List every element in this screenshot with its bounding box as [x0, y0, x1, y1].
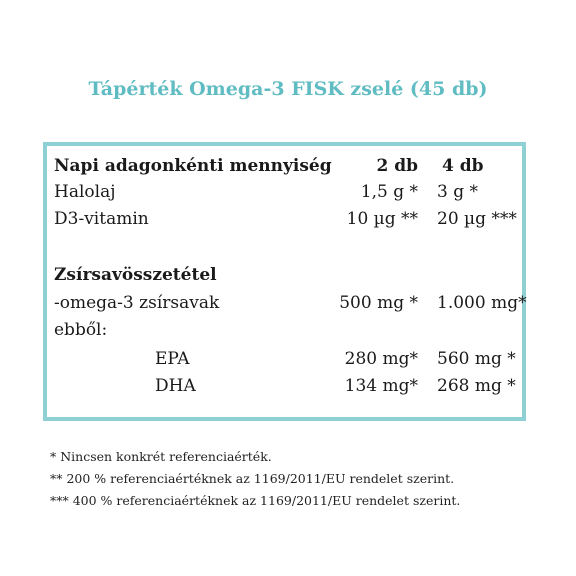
row-col1: 1,5 g * [360, 182, 418, 202]
row-col2: 3 g * [437, 182, 479, 202]
row-col1: 280 mg* [344, 349, 418, 369]
footnotes [50, 446, 460, 512]
table-row [47, 291, 527, 315]
page-title: Tápérték Omega-3 FISK zselé (45 db) [88, 78, 488, 100]
row-label: DHA [155, 376, 196, 396]
table-row [47, 347, 522, 371]
row-col1: 134 mg* [344, 376, 418, 396]
table-row [47, 207, 522, 231]
table-row [47, 180, 522, 204]
section-heading [47, 263, 522, 287]
header-col2: 4 db [442, 156, 484, 176]
table-row [47, 374, 522, 398]
table-header-row [47, 154, 522, 178]
row-col2: 1.000 mg* [437, 293, 527, 313]
row-label: -omega-3 zsírsavak [54, 293, 220, 313]
row-col2: 560 mg * [437, 349, 516, 369]
footnote: * Nincsen konkrét referenciaérték. [50, 449, 272, 464]
header-label: Napi adagonkénti mennyiség [54, 156, 332, 176]
row-label: EPA [155, 349, 190, 369]
row-label: D3-vitamin [54, 209, 149, 229]
table-row [47, 318, 522, 342]
row-col1: 500 mg * [339, 293, 418, 313]
row-col1: 10 µg ** [346, 209, 418, 229]
section-label: Zsírsavösszetétel [54, 265, 217, 285]
nutrition-table [43, 142, 526, 421]
footnote: ** 200 % referenciaértéknek az 1169/2011/EU rendelet szerint. [50, 471, 455, 486]
footnote: *** 400 % referenciaértéknek az 1169/2011/EU rendelet szerint. [50, 493, 461, 508]
header-col1: 2 db [376, 156, 418, 176]
row-label: ebből: [54, 320, 108, 340]
row-label: Halolaj [54, 182, 116, 202]
row-col2: 268 mg * [437, 376, 516, 396]
row-col2: 20 µg *** [437, 209, 517, 229]
